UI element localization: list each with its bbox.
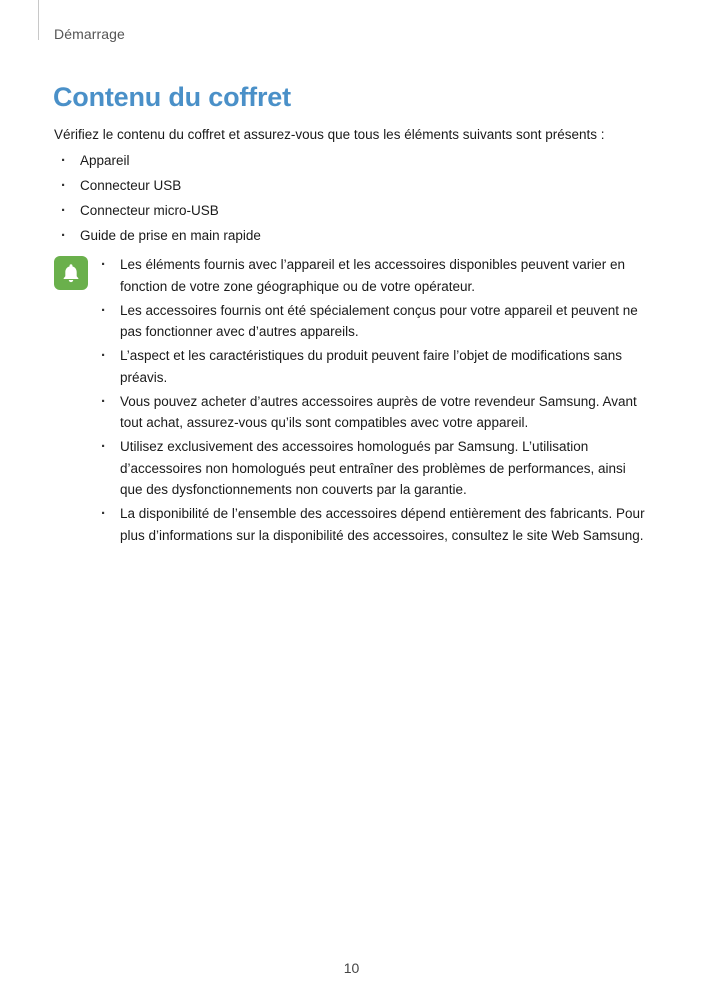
notes-list	[100, 254, 652, 549]
note-item: · La disponibilité de l’ensemble des accessoires dépend entièrement des fabricants. Pour plus d’informations sur la disponibilité des accessoires, consultez le site Web Samsung.	[100, 503, 652, 546]
list-item: · Guide de prise en main rapide	[54, 226, 261, 251]
note-item: · Vous pouvez acheter d’autres accessoires auprès de votre revendeur Samsung. Avant tout achat, assurez-vous qu’ils sont compatibles avec votre appareil.	[100, 391, 652, 434]
list-item: · Connecteur micro-USB	[54, 201, 261, 226]
note-item: · L’aspect et les caractéristiques du produit peuvent faire l’objet de modifications sans préavis.	[100, 345, 652, 388]
note-item: · Les éléments fournis avec l’appareil et les accessoires disponibles peuvent varier en fonction de votre zone géographique ou de votre opérateur.	[100, 254, 652, 297]
bell-icon	[54, 256, 88, 290]
list-item: · Appareil	[54, 151, 261, 176]
intro-paragraph: Vérifiez le contenu du coffret et assurez-vous que tous les éléments suivants sont présents :	[54, 127, 605, 142]
section-label: Démarrage	[54, 26, 125, 42]
contents-list	[54, 151, 261, 251]
header-divider	[38, 0, 39, 40]
note-item: · Utilisez exclusivement des accessoires homologués par Samsung. L’utilisation d’accessoires non homologués peut entraîner des problèmes de performances, ainsi que des dysfonctionnements non couverts par la garantie.	[100, 436, 652, 501]
list-item: · Connecteur USB	[54, 176, 261, 201]
page-number: 10	[343, 960, 360, 976]
bell-icon-glyph	[60, 262, 82, 284]
note-item: · Les accessoires fournis ont été spécialement conçus pour votre appareil et peuvent ne pas fonctionner avec d’autres appareils.	[100, 300, 652, 343]
page-title: Contenu du coffret	[53, 82, 291, 112]
